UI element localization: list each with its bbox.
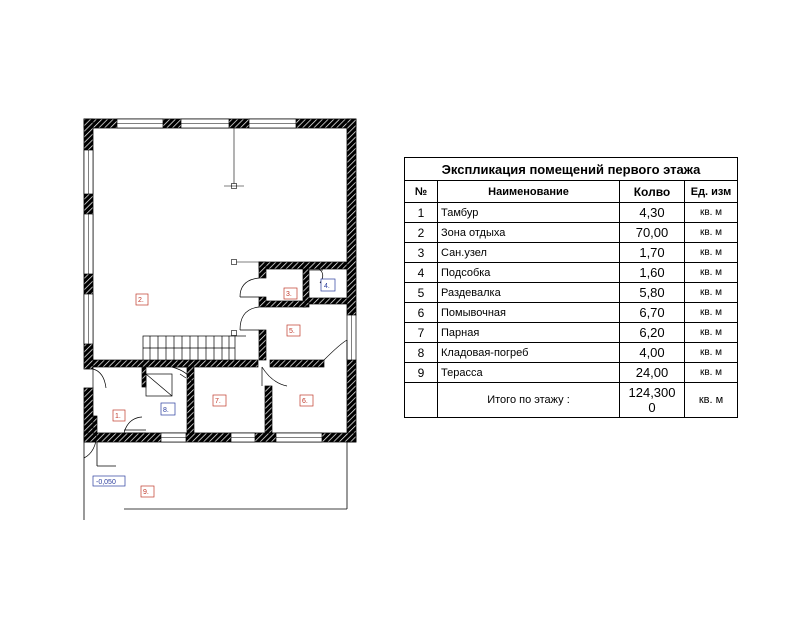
room-tag-4 [321, 279, 335, 291]
svg-text:9.: 9. [143, 489, 149, 496]
svg-text:6.: 6. [302, 398, 308, 405]
room-tag-1 [113, 410, 125, 421]
wall-utility-top [259, 262, 347, 269]
wall-cellar [142, 367, 146, 387]
wall-utility-mid [259, 297, 266, 307]
total-qty: 124,300 0 [620, 383, 685, 418]
table-row: 8 Кладовая-погреб 4,00 кв. м [405, 343, 738, 363]
wall-horizontal [270, 360, 324, 367]
header-name: Наименование [438, 181, 620, 203]
table-total-row [405, 383, 738, 418]
total-label: Итого по этажу : [438, 383, 620, 418]
table-row: 4 Подсобка 1,60 кв. м [405, 263, 738, 283]
total-unit: кв. м [685, 383, 738, 418]
wall-cloak-left [259, 330, 266, 360]
svg-text:7.: 7. [215, 398, 221, 405]
table-row: 5 Раздевалка 5,80 кв. м [405, 283, 738, 303]
table-row: 2 Зона отдыха 70,00 кв. м [405, 223, 738, 243]
cellar-hatch [146, 374, 186, 396]
table-title: Экспликация помещений первого этажа [405, 158, 738, 181]
table-row: 1 Тамбур 4,30 кв. м [405, 203, 738, 223]
level-mark-text: -0,050 [96, 479, 116, 486]
table-row: 7 Парная 6,20 кв. м [405, 323, 738, 343]
wall-vertical [187, 367, 194, 433]
wall-vestibule [93, 416, 97, 433]
room-tag-6 [300, 395, 313, 406]
svg-text:3.: 3. [286, 291, 292, 298]
room-tag-5 [287, 325, 300, 336]
room-tag-3 [284, 288, 297, 299]
room-tag-2 [136, 294, 148, 305]
wall-right-upper [347, 119, 356, 315]
svg-text:1.: 1. [115, 413, 121, 420]
wall-right-lower [347, 360, 356, 442]
wall-horizontal [93, 360, 258, 367]
header-num: № [405, 181, 438, 203]
wall-storage [309, 298, 347, 304]
svg-text:8.: 8. [163, 407, 169, 414]
table-row: 3 Сан.узел 1,70 кв. м [405, 243, 738, 263]
room-tag-9 [141, 486, 154, 497]
guide-lines [224, 128, 259, 336]
staircase [143, 336, 246, 360]
wall-wc-bottom [266, 301, 306, 307]
svg-text:5.: 5. [289, 328, 295, 335]
room-schedule-table [404, 157, 738, 418]
header-qty: Колво [620, 181, 685, 203]
wall-vertical [265, 386, 272, 433]
header-unit: Ед. изм [685, 181, 738, 203]
table-row: 9 Терасса 24,00 кв. м [405, 363, 738, 383]
wall-utility-left [259, 262, 266, 278]
table-row: 6 Помывочная 6,70 кв. м [405, 303, 738, 323]
svg-text:2.: 2. [138, 297, 144, 304]
room-tag-7 [213, 395, 226, 406]
outer-walls [84, 119, 356, 442]
windows [84, 119, 356, 442]
level-mark [93, 476, 125, 486]
svg-text:4.: 4. [324, 283, 330, 290]
room-tag-8 [161, 403, 175, 415]
